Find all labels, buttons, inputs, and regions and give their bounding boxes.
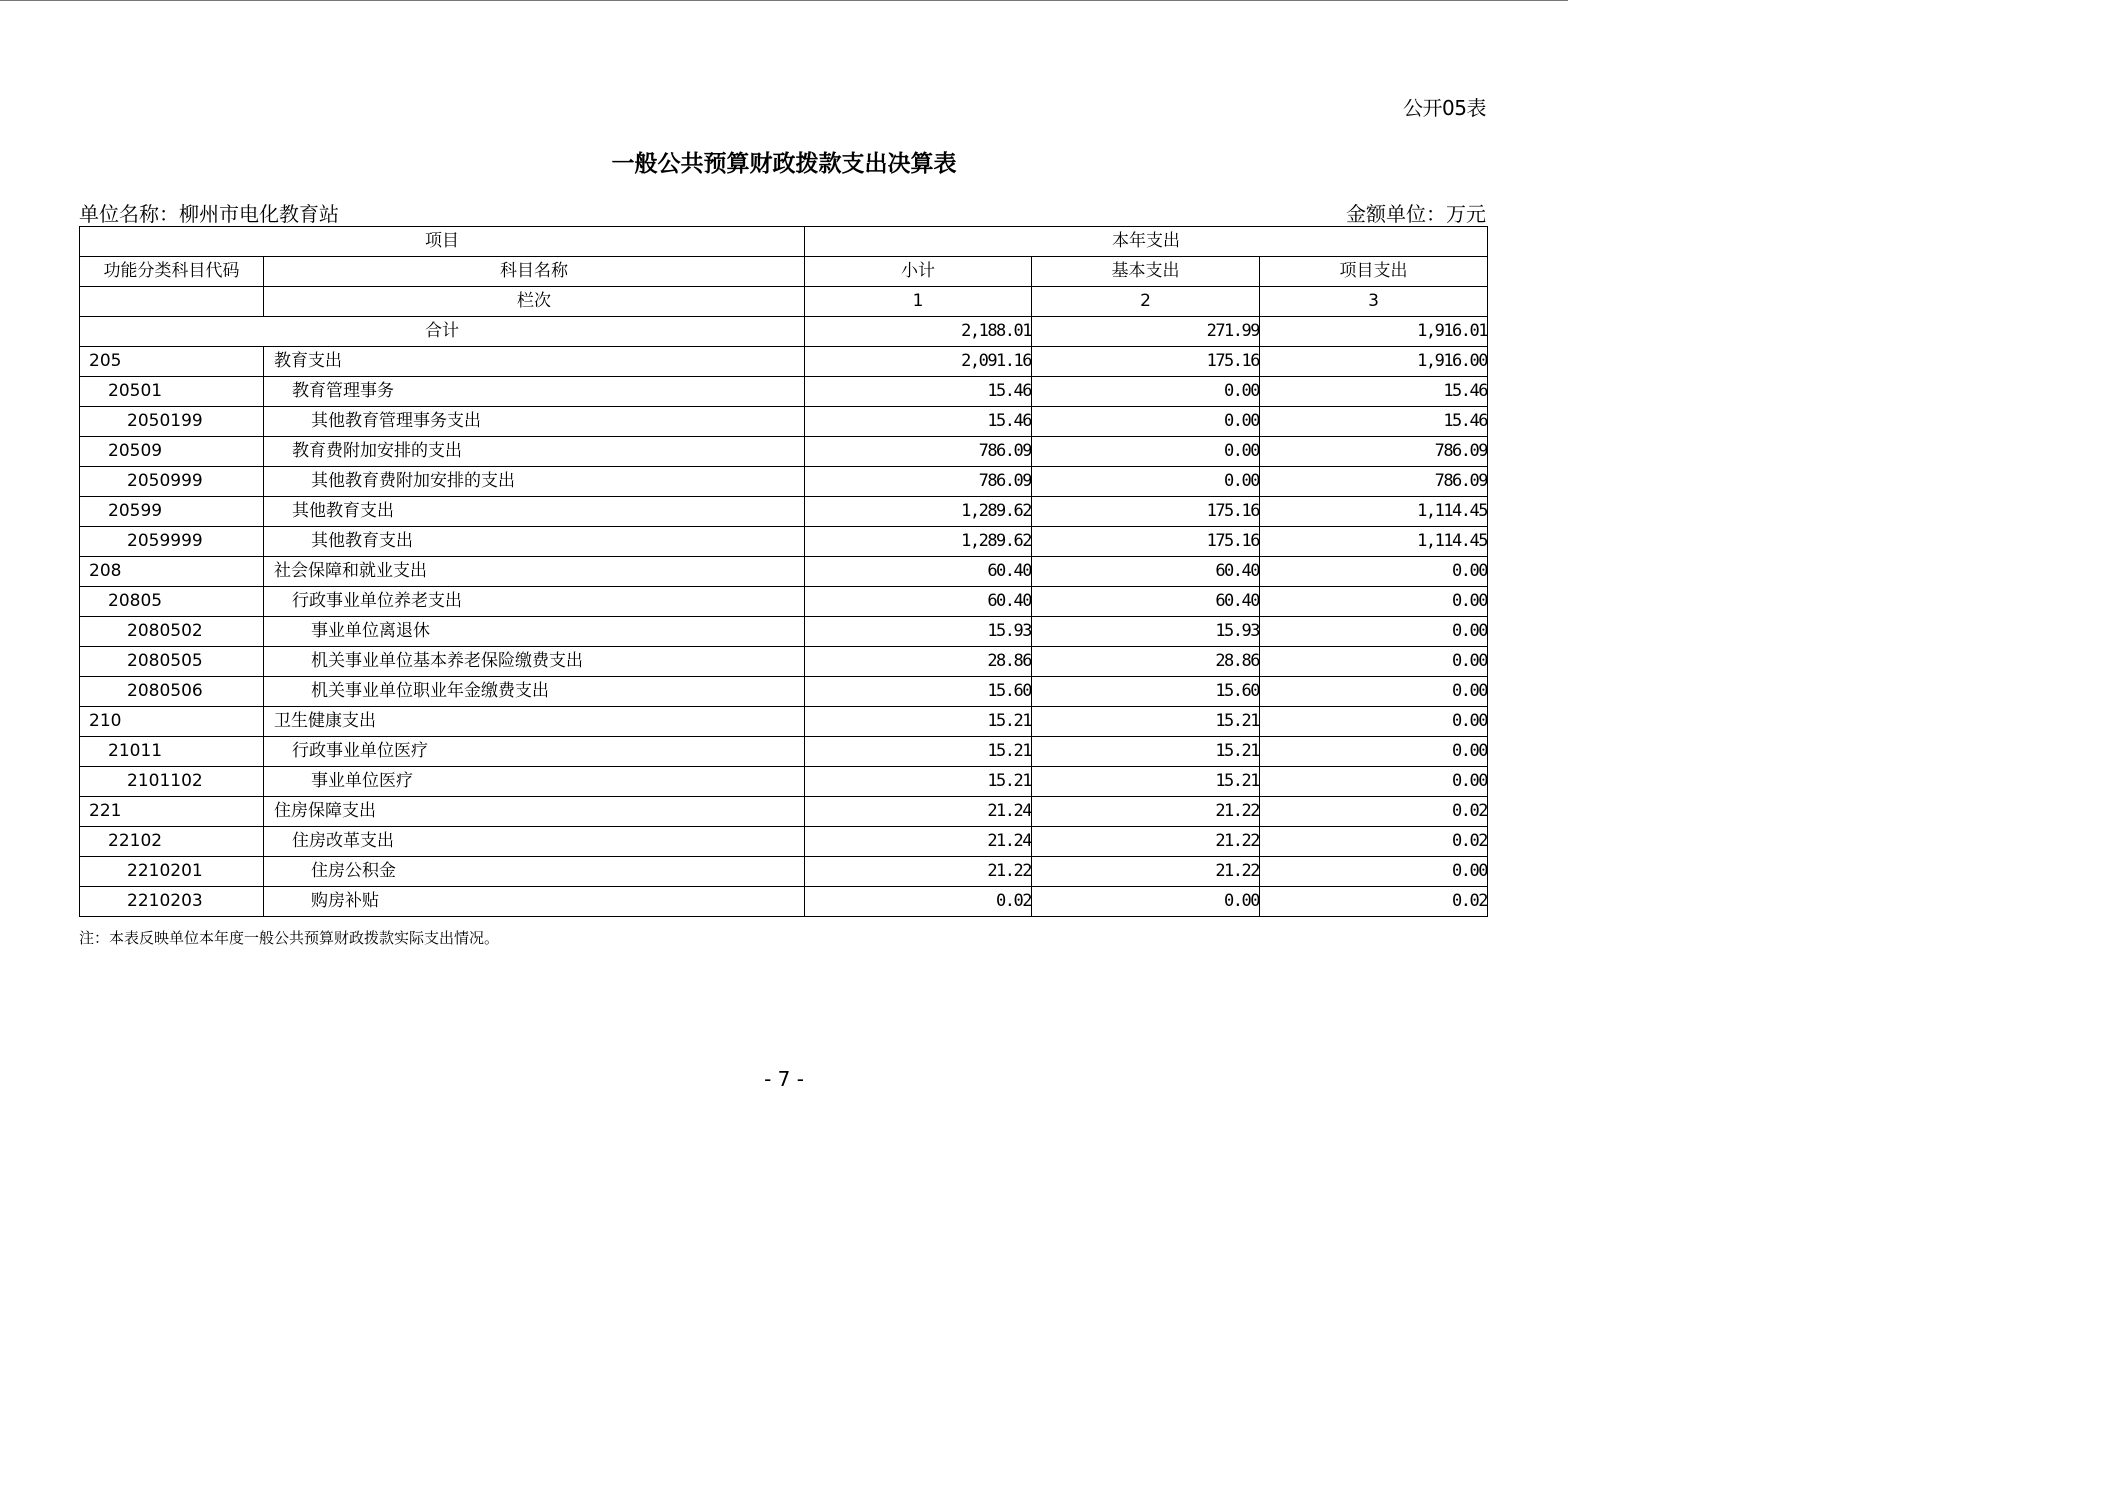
total-subtotal: 2,188.01 bbox=[805, 317, 1032, 347]
project-value: 0.02 bbox=[1260, 827, 1488, 857]
project-value: 786.09 bbox=[1260, 467, 1488, 497]
project-value: 1,114.45 bbox=[1260, 527, 1488, 557]
subtotal-value: 21.24 bbox=[805, 797, 1032, 827]
project-value: 0.00 bbox=[1260, 557, 1488, 587]
header-blank-cell bbox=[80, 287, 264, 317]
subtotal-value: 786.09 bbox=[805, 467, 1032, 497]
subject-name: 事业单位医疗 bbox=[264, 767, 805, 797]
subject-code: 2050199 bbox=[80, 407, 264, 437]
header-name: 科目名称 bbox=[264, 257, 805, 287]
basic-value: 0.00 bbox=[1032, 887, 1260, 917]
subject-name: 行政事业单位养老支出 bbox=[264, 587, 805, 617]
table-row bbox=[80, 887, 1488, 917]
subtotal-value: 60.40 bbox=[805, 557, 1032, 587]
table-row bbox=[80, 857, 1488, 887]
subject-name: 社会保障和就业支出 bbox=[264, 557, 805, 587]
table-code-label: 公开05表 bbox=[1403, 96, 1486, 120]
total-project: 1,916.01 bbox=[1260, 317, 1488, 347]
header-item: 项目 bbox=[80, 227, 805, 257]
header-code: 功能分类科目代码 bbox=[80, 257, 264, 287]
header-col-1: 1 bbox=[805, 287, 1032, 317]
total-row bbox=[80, 317, 1488, 347]
project-value: 0.00 bbox=[1260, 857, 1488, 887]
project-value: 15.46 bbox=[1260, 407, 1488, 437]
subtotal-value: 15.46 bbox=[805, 407, 1032, 437]
subject-name: 机关事业单位基本养老保险缴费支出 bbox=[264, 647, 805, 677]
header-column-index: 栏次 bbox=[264, 287, 805, 317]
project-value: 0.00 bbox=[1260, 737, 1488, 767]
subtotal-value: 15.93 bbox=[805, 617, 1032, 647]
subject-code: 2050999 bbox=[80, 467, 264, 497]
subject-name: 其他教育管理事务支出 bbox=[264, 407, 805, 437]
subject-code: 20501 bbox=[80, 377, 264, 407]
header-row-2 bbox=[80, 257, 1488, 287]
basic-value: 15.21 bbox=[1032, 707, 1260, 737]
basic-value: 21.22 bbox=[1032, 797, 1260, 827]
header-current-year: 本年支出 bbox=[805, 227, 1488, 257]
subject-name: 其他教育支出 bbox=[264, 527, 805, 557]
table-row bbox=[80, 467, 1488, 497]
subtotal-value: 2,091.16 bbox=[805, 347, 1032, 377]
subject-name: 住房改革支出 bbox=[264, 827, 805, 857]
subject-code: 2210201 bbox=[80, 857, 264, 887]
project-value: 0.00 bbox=[1260, 707, 1488, 737]
table-row bbox=[80, 587, 1488, 617]
table-row bbox=[80, 557, 1488, 587]
subject-code: 2059999 bbox=[80, 527, 264, 557]
table-row bbox=[80, 737, 1488, 767]
subject-code: 2080505 bbox=[80, 647, 264, 677]
subject-code: 21011 bbox=[80, 737, 264, 767]
subtotal-value: 15.46 bbox=[805, 377, 1032, 407]
subject-name: 卫生健康支出 bbox=[264, 707, 805, 737]
table-row bbox=[80, 527, 1488, 557]
subtotal-value: 1,289.62 bbox=[805, 527, 1032, 557]
project-value: 0.00 bbox=[1260, 767, 1488, 797]
subtotal-value: 0.02 bbox=[805, 887, 1032, 917]
subject-code: 2080506 bbox=[80, 677, 264, 707]
basic-value: 21.22 bbox=[1032, 827, 1260, 857]
basic-value: 60.40 bbox=[1032, 587, 1260, 617]
subject-name: 其他教育费附加安排的支出 bbox=[264, 467, 805, 497]
table-row bbox=[80, 797, 1488, 827]
subtotal-value: 28.86 bbox=[805, 647, 1032, 677]
document-title: 一般公共预算财政拨款支出决算表 bbox=[611, 151, 957, 177]
basic-value: 175.16 bbox=[1032, 527, 1260, 557]
table-row bbox=[80, 827, 1488, 857]
page-number: - 7 - bbox=[764, 1067, 804, 1091]
table-row bbox=[80, 347, 1488, 377]
header-project: 项目支出 bbox=[1260, 257, 1488, 287]
subject-name: 教育费附加安排的支出 bbox=[264, 437, 805, 467]
subject-code: 20599 bbox=[80, 497, 264, 527]
subject-name: 行政事业单位医疗 bbox=[264, 737, 805, 767]
project-value: 15.46 bbox=[1260, 377, 1488, 407]
basic-value: 0.00 bbox=[1032, 437, 1260, 467]
table-row bbox=[80, 377, 1488, 407]
project-value: 0.00 bbox=[1260, 587, 1488, 617]
basic-value: 28.86 bbox=[1032, 647, 1260, 677]
subtotal-value: 15.21 bbox=[805, 767, 1032, 797]
project-value: 0.02 bbox=[1260, 797, 1488, 827]
subject-name: 教育支出 bbox=[264, 347, 805, 377]
table-row bbox=[80, 497, 1488, 527]
expenditure-table bbox=[79, 226, 1488, 917]
basic-value: 15.60 bbox=[1032, 677, 1260, 707]
basic-value: 175.16 bbox=[1032, 497, 1260, 527]
subject-code: 205 bbox=[80, 347, 264, 377]
table-row bbox=[80, 647, 1488, 677]
table-row bbox=[80, 767, 1488, 797]
subject-code: 2080502 bbox=[80, 617, 264, 647]
project-value: 0.02 bbox=[1260, 887, 1488, 917]
unit-name: 单位名称：柳州市电化教育站 bbox=[79, 202, 339, 226]
subject-code: 20509 bbox=[80, 437, 264, 467]
total-basic: 271.99 bbox=[1032, 317, 1260, 347]
basic-value: 15.21 bbox=[1032, 767, 1260, 797]
table-row bbox=[80, 617, 1488, 647]
unit-info-row bbox=[79, 198, 1486, 227]
subtotal-value: 21.24 bbox=[805, 827, 1032, 857]
table-row bbox=[80, 707, 1488, 737]
basic-value: 21.22 bbox=[1032, 857, 1260, 887]
project-value: 1,916.00 bbox=[1260, 347, 1488, 377]
subject-code: 210 bbox=[80, 707, 264, 737]
basic-value: 0.00 bbox=[1032, 467, 1260, 497]
basic-value: 0.00 bbox=[1032, 377, 1260, 407]
subject-name: 机关事业单位职业年金缴费支出 bbox=[264, 677, 805, 707]
subtotal-value: 1,289.62 bbox=[805, 497, 1032, 527]
subtotal-value: 15.60 bbox=[805, 677, 1032, 707]
subject-name: 事业单位离退休 bbox=[264, 617, 805, 647]
subtotal-value: 15.21 bbox=[805, 737, 1032, 767]
table-row bbox=[80, 677, 1488, 707]
amount-unit: 金额单位：万元 bbox=[1346, 202, 1486, 226]
table-row bbox=[80, 437, 1488, 467]
subtotal-value: 786.09 bbox=[805, 437, 1032, 467]
subtotal-value: 21.22 bbox=[805, 857, 1032, 887]
basic-value: 60.40 bbox=[1032, 557, 1260, 587]
table-row bbox=[80, 407, 1488, 437]
header-row-3 bbox=[80, 287, 1488, 317]
project-value: 786.09 bbox=[1260, 437, 1488, 467]
project-value: 1,114.45 bbox=[1260, 497, 1488, 527]
basic-value: 0.00 bbox=[1032, 407, 1260, 437]
subject-name: 购房补贴 bbox=[264, 887, 805, 917]
subject-code: 2210203 bbox=[80, 887, 264, 917]
subject-code: 2101102 bbox=[80, 767, 264, 797]
basic-value: 15.21 bbox=[1032, 737, 1260, 767]
subject-code: 20805 bbox=[80, 587, 264, 617]
header-col-2: 2 bbox=[1032, 287, 1260, 317]
subject-code: 22102 bbox=[80, 827, 264, 857]
subtotal-value: 15.21 bbox=[805, 707, 1032, 737]
basic-value: 15.93 bbox=[1032, 617, 1260, 647]
subtotal-value: 60.40 bbox=[805, 587, 1032, 617]
header-basic: 基本支出 bbox=[1032, 257, 1260, 287]
subject-code: 208 bbox=[80, 557, 264, 587]
header-col-3: 3 bbox=[1260, 287, 1488, 317]
subject-name: 住房公积金 bbox=[264, 857, 805, 887]
project-value: 0.00 bbox=[1260, 647, 1488, 677]
subject-name: 住房保障支出 bbox=[264, 797, 805, 827]
header-row-1 bbox=[80, 227, 1488, 257]
subject-name: 教育管理事务 bbox=[264, 377, 805, 407]
project-value: 0.00 bbox=[1260, 677, 1488, 707]
subject-code: 221 bbox=[80, 797, 264, 827]
header-subtotal: 小计 bbox=[805, 257, 1032, 287]
basic-value: 175.16 bbox=[1032, 347, 1260, 377]
footnote: 注：本表反映单位本年度一般公共预算财政拨款实际支出情况。 bbox=[79, 929, 500, 947]
project-value: 0.00 bbox=[1260, 617, 1488, 647]
total-label: 合计 bbox=[80, 317, 805, 347]
subject-name: 其他教育支出 bbox=[264, 497, 805, 527]
